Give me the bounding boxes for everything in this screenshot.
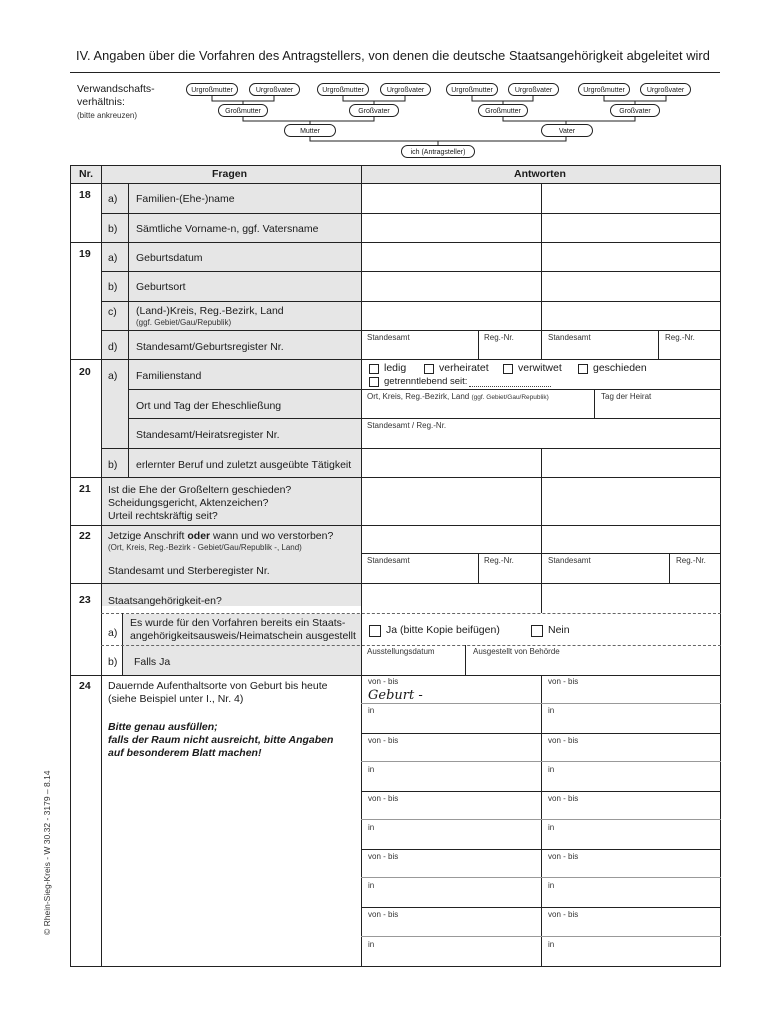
ggm-1-checkbox[interactable]: Urgroßmutter	[186, 83, 238, 96]
verheiratet-label: verheiratet	[439, 362, 489, 374]
grossmutter-2-checkbox[interactable]: Großmutter	[478, 104, 528, 117]
q18-a-label: Familien-(Ehe-)name	[136, 193, 235, 205]
column-antworten: Antworten	[514, 168, 566, 180]
q20-b-label: erlernter Beruf und zuletzt ausgeübte Tätigkeit	[136, 459, 352, 471]
q19-a-marker: a)	[108, 252, 118, 264]
question-22-number: 22	[79, 530, 91, 542]
q23-behoerde: Ausgestellt von Behörde	[473, 647, 560, 656]
grossvater-2-checkbox[interactable]: Großvater	[610, 104, 660, 117]
relationship-label-2: verhältnis:	[77, 96, 125, 108]
q19-regnr-1: Reg.-Nr.	[484, 333, 514, 342]
q23-a-line-1: Es wurde für den Vorfahren bereits ein Staats-	[130, 617, 346, 629]
question-18-number: 18	[79, 189, 91, 201]
q20-b-marker: b)	[108, 459, 118, 471]
q21-line-1: Ist die Ehe der Großeltern geschieden?	[108, 484, 292, 496]
ledig-checkbox[interactable]	[369, 364, 379, 374]
q24-vonbis-5a: von - bis	[368, 910, 399, 919]
q21-line-2: Scheidungsgericht, Aktenzeichen?	[108, 497, 269, 509]
getrenntlebend-label: getrenntlebend seit:	[384, 376, 468, 387]
question-19-number: 19	[79, 248, 91, 260]
q19-standesamt-2: Standesamt	[548, 333, 591, 342]
q24-in-4b: in	[548, 881, 555, 890]
q24-in-5a: in	[368, 940, 375, 949]
q24-note-2: falls der Raum nicht ausreicht, bitte Angaben	[108, 734, 334, 746]
q19-standesamt-1: Standesamt	[367, 333, 410, 342]
q18-a-marker: a)	[108, 193, 118, 205]
nein-label: Nein	[548, 624, 570, 636]
ggm-2-checkbox[interactable]: Urgroßmutter	[317, 83, 369, 96]
antragsteller-checkbox[interactable]: ich (Antragsteller)	[401, 145, 475, 158]
q23-a-marker: a)	[108, 627, 118, 639]
geschieden-label: geschieden	[593, 362, 647, 374]
q23-b-marker: b)	[108, 656, 118, 668]
verheiratet-checkbox[interactable]	[424, 364, 434, 374]
q24-in-1b: in	[548, 706, 555, 715]
q20-ort-label: Ort und Tag der Eheschließung	[136, 400, 282, 412]
q19-c-marker: c)	[108, 306, 117, 318]
question-20-number: 20	[79, 366, 91, 378]
q24-vonbis-3a: von - bis	[368, 794, 399, 803]
grossmutter-1-checkbox[interactable]: Großmutter	[218, 104, 268, 117]
mutter-checkbox[interactable]: Mutter	[284, 124, 336, 137]
q24-line-2: (siehe Beispiel unter I., Nr. 4)	[108, 693, 244, 705]
q22-hint: (Ort, Kreis, Reg.-Bezirk - Gebiet/Gau/Republik -, Land)	[108, 543, 302, 552]
q20-heirat-hint: Standesamt / Reg.-Nr.	[367, 421, 447, 430]
q20-a-marker: a)	[108, 370, 118, 382]
ggv-3-checkbox[interactable]: Urgroßvater	[508, 83, 559, 96]
q22-standesamt-1: Standesamt	[367, 556, 410, 565]
ja-checkbox[interactable]	[369, 625, 381, 637]
section-heading: IV. Angaben über die Vorfahren des Antragstellers, von denen die deutsche Staatsangehörigkeit abgeleitet wird	[76, 48, 710, 63]
ja-label: Ja (bitte Kopie beifügen)	[386, 624, 500, 636]
q18-b-label: Sämtliche Vorname-n, ggf. Vatersname	[136, 223, 319, 235]
relationship-hint: (bitte ankreuzen)	[77, 111, 138, 120]
q23-b-label: Falls Ja	[134, 656, 171, 668]
q18-b-marker: b)	[108, 223, 118, 235]
ledig-label: ledig	[384, 362, 407, 374]
q19-b-marker: b)	[108, 281, 118, 293]
q24-vonbis-4b: von - bis	[548, 852, 579, 861]
q24-vonbis-4a: von - bis	[368, 852, 399, 861]
q19-d-marker: d)	[108, 341, 118, 353]
nein-checkbox[interactable]	[531, 625, 543, 637]
q20-heirat-label: Standesamt/Heiratsregister Nr.	[136, 429, 280, 441]
q23-ausstellungsdatum: Ausstellungsdatum	[367, 647, 435, 656]
q24-in-3b: in	[548, 823, 555, 832]
q24-in-5b: in	[548, 940, 555, 949]
q24-vonbis-2b: von - bis	[548, 736, 579, 745]
verwitwet-checkbox[interactable]	[503, 364, 513, 374]
question-21-number: 21	[79, 483, 91, 495]
q21-line-3: Urteil rechtskräftig seit?	[108, 510, 218, 522]
q24-handwritten-entry: Geburt -	[368, 688, 423, 703]
q19-c-label: (Land-)Kreis, Reg.-Bezirk, Land	[136, 305, 284, 317]
question-24-number: 24	[79, 680, 91, 692]
q22-sterbe-label: Standesamt und Sterberegister Nr.	[108, 565, 270, 577]
geschieden-checkbox[interactable]	[578, 364, 588, 374]
verwitwet-label: verwitwet	[518, 362, 562, 374]
copyright-side-note: © Rhein-Sieg-Kreis - W 30.32 - 3179 – 8.14	[42, 770, 52, 935]
ggm-4-checkbox[interactable]: Urgroßmutter	[578, 83, 630, 96]
column-nr: Nr.	[79, 168, 94, 180]
question-23-number: 23	[79, 594, 91, 606]
ggm-3-checkbox[interactable]: Urgroßmutter	[446, 83, 498, 96]
q24-vonbis-2a: von - bis	[368, 736, 399, 745]
q24-line-1: Dauernde Aufenthaltsorte von Geburt bis heute	[108, 680, 328, 692]
q24-vonbis-3b: von - bis	[548, 794, 579, 803]
q24-in-1a: in	[368, 706, 375, 715]
q22-line-1: Jetzige Anschrift oder wann und wo verstorben?	[108, 530, 334, 542]
vater-checkbox[interactable]: Vater	[541, 124, 593, 137]
q19-a-label: Geburtsdatum	[136, 252, 203, 264]
grossvater-1-checkbox[interactable]: Großvater	[349, 104, 399, 117]
q20-ort-hint: Ort, Kreis, Reg.-Bezirk, Land (ggf. Gebiet/Gau/Republik)	[367, 392, 549, 401]
q24-in-2b: in	[548, 765, 555, 774]
q24-in-4a: in	[368, 881, 375, 890]
q24-vonbis-1b: von - bis	[548, 677, 579, 686]
q24-in-3a: in	[368, 823, 375, 832]
q20-tag-heirat: Tag der Heirat	[601, 392, 652, 401]
q22-regnr-2: Reg.-Nr.	[676, 556, 706, 565]
q19-b-label: Geburtsort	[136, 281, 186, 293]
column-fragen: Fragen	[212, 168, 248, 180]
q22-regnr-1: Reg.-Nr.	[484, 556, 514, 565]
q20-a-label: Familienstand	[136, 370, 202, 382]
ggv-2-checkbox[interactable]: Urgroßvater	[380, 83, 431, 96]
q24-vonbis-5b: von - bis	[548, 910, 579, 919]
q19-c-hint: (ggf. Gebiet/Gau/Republik)	[136, 318, 232, 327]
q23-a-line-2: angehörigkeitsausweis/Heimatschein ausgestellt	[130, 630, 356, 642]
q24-in-2a: in	[368, 765, 375, 774]
ggv-4-checkbox[interactable]: Urgroßvater	[640, 83, 691, 96]
q19-regnr-2: Reg.-Nr.	[665, 333, 695, 342]
q24-note-1: Bitte genau ausfüllen;	[108, 721, 218, 733]
q23-label: Staatsangehörigkeit-en?	[108, 595, 222, 607]
relationship-label-1: Verwandschafts-	[77, 83, 155, 95]
q19-d-label: Standesamt/Geburtsregister Nr.	[136, 341, 284, 353]
q24-note-3: auf besonderem Blatt machen!	[108, 747, 262, 759]
getrenntlebend-checkbox[interactable]	[369, 377, 379, 387]
q24-vonbis-1a: von - bis	[368, 677, 399, 686]
q22-standesamt-2: Standesamt	[548, 556, 591, 565]
ggv-1-checkbox[interactable]: Urgroßvater	[249, 83, 300, 96]
